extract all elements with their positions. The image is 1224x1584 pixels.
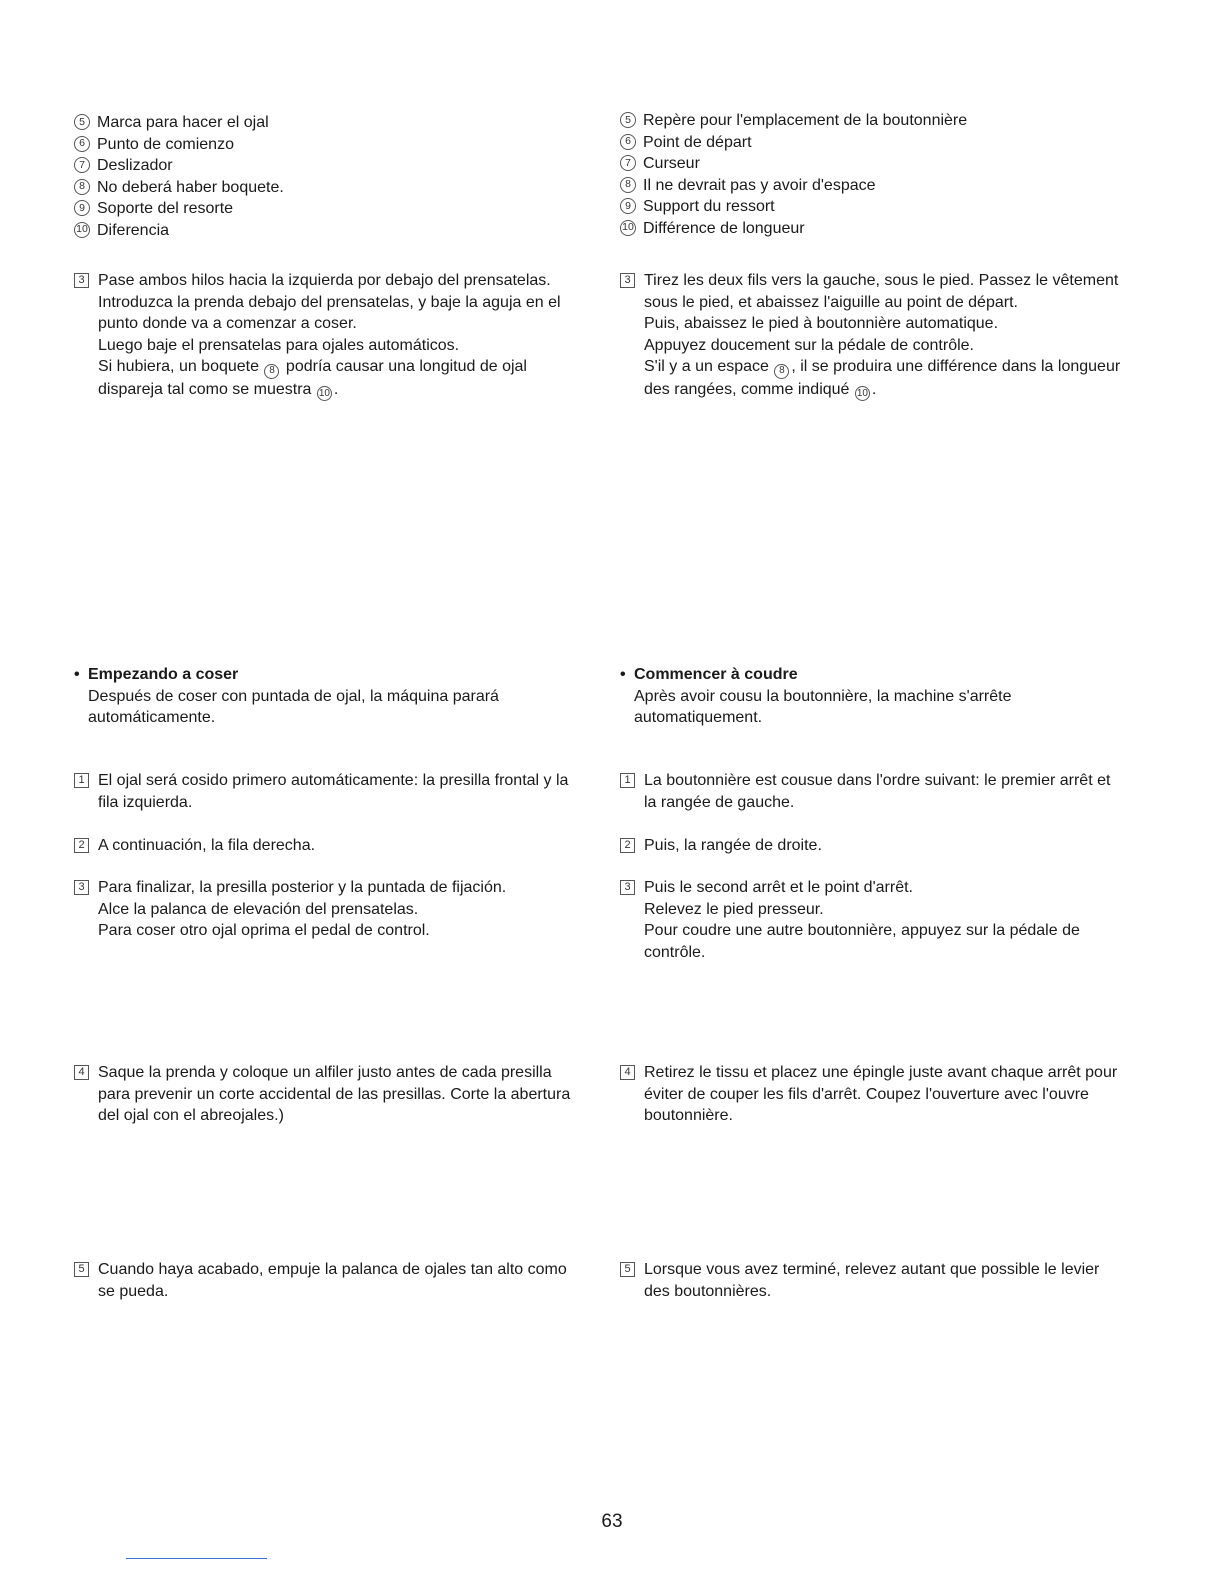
step-number-box: 3 bbox=[620, 273, 635, 288]
legend-text: Curseur bbox=[643, 155, 700, 172]
french-step-1 bbox=[620, 770, 1125, 813]
circled-reference: 8 bbox=[774, 364, 789, 379]
page-number: 63 bbox=[601, 1511, 623, 1532]
step-line: Alce la palanca de elevación del prensatelas. bbox=[98, 900, 419, 918]
circled-number: 8 bbox=[620, 177, 636, 193]
step-line: Relevez le pied presseur. bbox=[644, 900, 824, 918]
french-legend-item-6 bbox=[620, 132, 1125, 154]
circled-number: 7 bbox=[74, 157, 90, 173]
french-step-2 bbox=[620, 835, 1125, 857]
spanish-sewing-section bbox=[74, 664, 579, 729]
step-number-box: 5 bbox=[74, 1262, 89, 1277]
step-text: A continuación, la fila derecha. bbox=[98, 837, 316, 854]
step-body bbox=[98, 270, 579, 401]
french-legend-item-9 bbox=[620, 196, 1125, 218]
step-text: Puis, la rangée de droite. bbox=[644, 837, 822, 854]
step-line: Para coser otro ojal oprima el pedal de control. bbox=[98, 922, 430, 939]
circled-number: 10 bbox=[74, 222, 90, 238]
section-intro: Después de coser con puntada de ojal, la máquina parará automáticamente. bbox=[88, 687, 499, 726]
step-text: Lorsque vous avez terminé, relevez autant que possible le levier des boutonnières. bbox=[644, 1261, 1100, 1300]
step-line: Appuyez doucement sur la pédale de contrôle. bbox=[644, 336, 974, 354]
step-line-text: Si hubiera, un boquete bbox=[98, 358, 260, 375]
spanish-legend-item-6 bbox=[74, 134, 579, 156]
circled-number: 10 bbox=[620, 220, 636, 236]
circled-number: 9 bbox=[620, 198, 636, 214]
circled-reference: 8 bbox=[264, 364, 279, 379]
circled-reference: 10 bbox=[855, 386, 870, 401]
step-number-box: 1 bbox=[74, 773, 89, 788]
legend-text: Deslizador bbox=[97, 157, 173, 174]
legend-text: Il ne devrait pas y avoir d'espace bbox=[643, 176, 876, 194]
step-line: Introduzca la prenda debajo del prensatelas, y baje la aguja en el punto donde va a comenzar a coser. bbox=[98, 293, 561, 332]
step-text: Retirez le tissu et placez une épingle juste avant chaque arrêt pour éviter de couper les fils d'arrêt. Coupez l'ouverture avec l'ouvre boutonnière. bbox=[644, 1064, 1118, 1124]
step-number-box: 4 bbox=[74, 1065, 89, 1080]
french-sewing-section bbox=[620, 664, 1125, 729]
step-number-box: 2 bbox=[74, 838, 89, 853]
step-line: Puis le second arrêt et le point d'arrêt. bbox=[644, 879, 913, 896]
french-legend-item-5 bbox=[620, 110, 1125, 132]
legend-text: Diferencia bbox=[97, 221, 170, 239]
step-line-text: . bbox=[333, 380, 339, 398]
spanish-step-4 bbox=[74, 1062, 579, 1127]
french-legend-list bbox=[620, 110, 1125, 239]
circled-reference: 10 bbox=[317, 386, 332, 401]
step-number-box: 5 bbox=[620, 1262, 635, 1277]
step-line: Pase ambos hilos hacia la izquierda por debajo del prensatelas. bbox=[98, 272, 551, 289]
bullet: • bbox=[620, 666, 626, 683]
french-step-3-threading bbox=[620, 270, 1150, 401]
section-intro: Après avoir cousu la boutonnière, la machine s'arrête automatiquement. bbox=[634, 687, 1012, 726]
step-body bbox=[644, 877, 1125, 963]
spanish-legend bbox=[74, 112, 579, 241]
step-body bbox=[644, 270, 1150, 401]
step-line: Pour coudre une autre boutonnière, appuyez sur la pédale de contrôle. bbox=[644, 922, 1080, 961]
circled-number: 6 bbox=[620, 134, 636, 150]
legend-text: No deberá haber boquete. bbox=[97, 178, 284, 196]
step-number-box: 3 bbox=[74, 880, 89, 895]
step-line: Puis, abaissez le pied à boutonnière automatique. bbox=[644, 315, 999, 332]
step-line-text: S'il y a un espace bbox=[644, 358, 769, 375]
legend-text: Point de départ bbox=[643, 133, 752, 151]
legend-text: Marca para hacer el ojal bbox=[97, 114, 269, 131]
step-number-box: 1 bbox=[620, 773, 635, 788]
legend-text: Punto de comienzo bbox=[97, 135, 234, 153]
spanish-step-2 bbox=[74, 835, 579, 857]
french-legend-item-8 bbox=[620, 175, 1125, 197]
spanish-step-3-finish bbox=[74, 877, 579, 942]
section-heading bbox=[620, 664, 1125, 686]
step-number-box: 4 bbox=[620, 1065, 635, 1080]
french-step-4 bbox=[620, 1062, 1125, 1127]
circled-number: 5 bbox=[620, 112, 636, 128]
step-number-box: 3 bbox=[74, 273, 89, 288]
circled-number: 5 bbox=[74, 114, 90, 130]
spanish-step-1 bbox=[74, 770, 579, 813]
legend-text: Repère pour l'emplacement de la boutonnière bbox=[643, 112, 968, 129]
french-step-3-finish bbox=[620, 877, 1125, 963]
circled-number: 7 bbox=[620, 155, 636, 171]
spanish-legend-item-9 bbox=[74, 198, 579, 220]
legend-text: Soporte del resorte bbox=[97, 200, 234, 217]
step-line: Para finalizar, la presilla posterior y la puntada de fijación. bbox=[98, 879, 507, 896]
french-step-5 bbox=[620, 1259, 1125, 1302]
legend-text: Différence de longueur bbox=[643, 219, 805, 237]
step-number-box: 2 bbox=[620, 838, 635, 853]
spanish-step-5 bbox=[74, 1259, 579, 1302]
step-line bbox=[98, 356, 579, 401]
step-text: La boutonnière est cousue dans l'ordre suivant: le premier arrêt et la rangée de gauche. bbox=[644, 772, 1111, 811]
spanish-legend-list bbox=[74, 112, 579, 241]
section-heading bbox=[74, 664, 579, 686]
french-legend bbox=[620, 110, 1125, 239]
step-line: Tirez les deux fils vers la gauche, sous le pied. Passez le vêtement sous le pied, et abaissez l'aiguille au point de départ. bbox=[644, 272, 1119, 311]
step-text: El ojal será cosido primero automáticamente: la presilla frontal y la fila izquierda. bbox=[98, 772, 569, 811]
circled-number: 8 bbox=[74, 179, 90, 195]
legend-text: Support du ressort bbox=[643, 198, 775, 215]
step-line-text: podría causar una longitud de ojal dispareja tal como se muestra bbox=[98, 358, 527, 398]
french-legend-item-10 bbox=[620, 218, 1125, 240]
spanish-step-3-threading bbox=[74, 270, 579, 401]
step-number-box: 3 bbox=[620, 880, 635, 895]
french-legend-item-7 bbox=[620, 153, 1125, 175]
spanish-legend-item-7 bbox=[74, 155, 579, 177]
step-line bbox=[644, 356, 1150, 401]
step-line-text: . bbox=[871, 380, 877, 398]
step-line-text: , il se produira une différence dans la longueur des rangées, comme indiqué bbox=[644, 358, 1121, 398]
step-body bbox=[98, 877, 579, 942]
spanish-legend-item-10 bbox=[74, 220, 579, 242]
step-line: Luego baje el prensatelas para ojales automáticos. bbox=[98, 336, 460, 354]
step-text: Cuando haya acabado, empuje la palanca de ojales tan alto como se pueda. bbox=[98, 1261, 567, 1300]
step-text: Saque la prenda y coloque un alfiler justo antes de cada presilla para prevenir un corte accidental de las presillas. Corte la abertura del ojal con el abreojales.) bbox=[98, 1064, 571, 1124]
spanish-legend-item-8 bbox=[74, 177, 579, 199]
spanish-legend-item-5 bbox=[74, 112, 579, 134]
footer-rule bbox=[126, 1558, 267, 1559]
bullet: • bbox=[74, 666, 80, 683]
section-title: Empezando a coser bbox=[88, 666, 239, 683]
section-title: Commencer à coudre bbox=[634, 666, 798, 683]
circled-number: 6 bbox=[74, 136, 90, 152]
circled-number: 9 bbox=[74, 200, 90, 216]
